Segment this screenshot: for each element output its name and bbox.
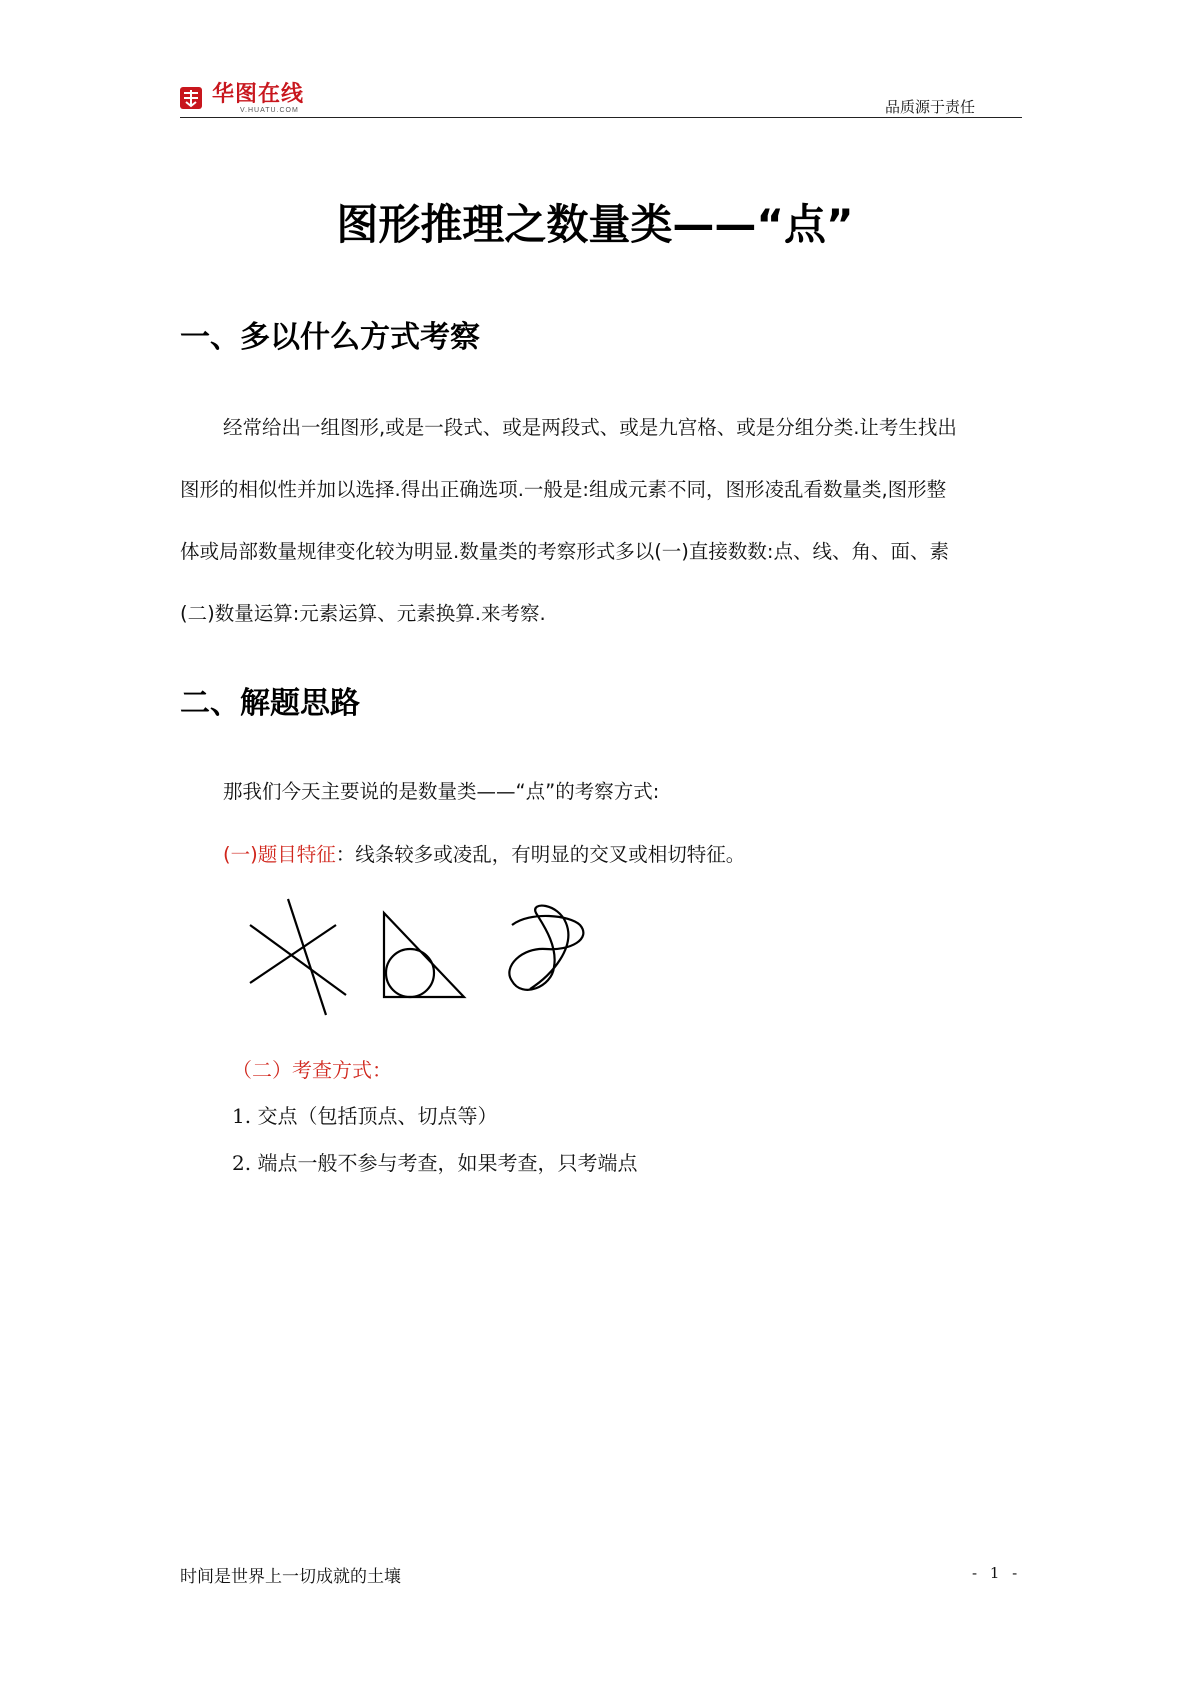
logo-wordmark: 华图在线: [212, 82, 305, 107]
feature-label: (一)题目特征: [223, 843, 336, 866]
paragraph-line-4: (二)数量运算:元素运算、元素换算.来考察.: [180, 602, 546, 625]
section-heading-2: 二、解题思路: [180, 686, 360, 721]
triangle-circle-figure: [384, 913, 464, 997]
header-slogan: 品质源于责任: [885, 98, 976, 116]
page-number: - 1 -: [972, 1564, 1022, 1582]
intro-text: 那我们今天主要说的是数量类——“点”的考察方式:: [223, 780, 660, 803]
header-divider: [180, 117, 1022, 118]
huatu-logo-icon: [180, 87, 202, 109]
paragraph-line-2: 图形的相似性并加以选择.得出正确选项.一般是:组成元素不同，图形凌乱看数量类,图形整: [180, 478, 947, 501]
feature-text: ：线条较多或凌乱，有明显的交叉或相切特征。: [335, 843, 746, 866]
document-title: 图形推理之数量类——“点”: [336, 200, 854, 249]
section-heading-1: 一、多以什么方式考察: [180, 320, 480, 355]
footer-motto: 时间是世界上一切成就的土壤: [180, 1567, 401, 1587]
feature-line: [223, 843, 745, 867]
crossing-lines-figure: [250, 899, 346, 1015]
logo-url: V.HUATU.COM: [240, 107, 299, 114]
example-figures: [240, 895, 640, 1025]
paragraph-line-1: 经常给出一组图形,或是一段式、或是两段式、或是九宫格、或是分组分类.让考生找出: [223, 416, 957, 439]
method-item-2: 2. 端点一般不参与考查，如果考查，只考端点: [232, 1151, 638, 1175]
tangled-curve-figure: [509, 906, 583, 990]
method-heading: （二）考查方式：: [232, 1058, 392, 1082]
method-item-1: 1. 交点（包括顶点、切点等）: [232, 1104, 498, 1128]
paragraph-line-3: 体或局部数量规律变化较为明显.数量类的考察形式多以(一)直接数数:点、线、角、面、素: [180, 540, 949, 563]
